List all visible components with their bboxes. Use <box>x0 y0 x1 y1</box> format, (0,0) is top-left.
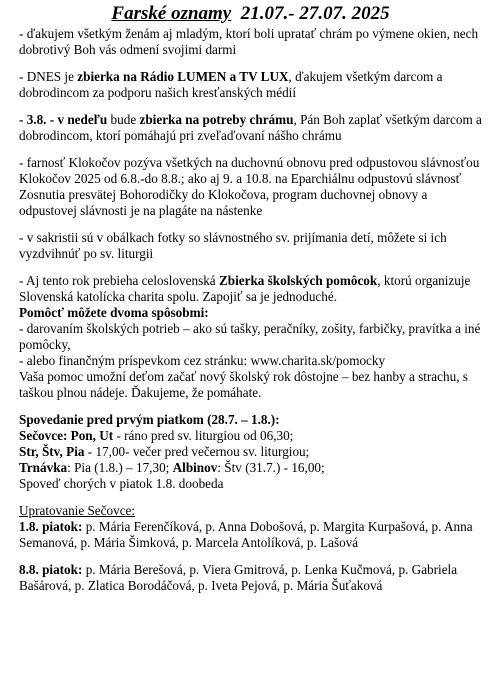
text-fragment: : Štv (31.7.) - 16,00; <box>217 460 325 475</box>
title-dates: 21.07.- 27.07. 2025 <box>240 3 390 24</box>
title-label: Farské oznamy <box>111 3 232 24</box>
announcement-klokocov-pilgrimage: - farnosť Klokočov pozýva všetkých na duchovnú obnovu pred odpustovou slávnosťou Klokočov 2025 od 6.8.-do 8.8.; ako aj 9. a 10.8. na Eparchiálnu odpustovú slávnosť Zosnutia presvätej Bohorodičky do Klokočova, program duchovnej obnovy a odpustovej slávnosti je na plagáte na nástenke <box>19 155 480 218</box>
help-way-donate-money: - alebo finančným príspevkom cez stránku: www.charita.sk/pomocky <box>19 353 386 368</box>
text-fragment: - Aj tento rok prebieha celoslovenská <box>19 273 219 288</box>
cleaning-group-2 <box>19 562 482 594</box>
emphasis-text: Pon, Ut <box>70 428 114 443</box>
confession-sick: Spoveď chorých v piatok 1.8. doobeda <box>19 476 224 491</box>
school-supplies-closing: Vaša pomoc umožní deťom začať nový školský rok dôstojne – bez hanby a strachu, s taškou plnou nádeje. Ďakujeme, že pomáhate. <box>19 369 468 400</box>
confession-evening <box>19 444 482 460</box>
help-heading <box>19 305 482 321</box>
text-fragment: bude <box>107 112 140 127</box>
school-supplies-intro <box>19 273 482 305</box>
announcement-media-collection <box>19 69 482 101</box>
emphasis-text: Zbierka školských pomôcok <box>218 273 378 288</box>
cleaning-group-1 <box>19 519 482 551</box>
emphasis-text: Albinov <box>172 460 218 475</box>
confession-schedule <box>19 412 482 492</box>
text-fragment: , ktorú organizuje Slovenská katolícka charita spolu. Zapojiť sa je jednoduché. <box>19 273 471 304</box>
emphasis-text: zbierka na Rádio LUMEN a TV LUX <box>77 69 289 84</box>
bulletin-title <box>19 2 482 26</box>
emphasis-text: Str, Štv, Pia <box>19 444 85 459</box>
confession-heading <box>19 412 482 428</box>
emphasis-text: zbierka na potreby chrámu <box>139 112 294 127</box>
confession-trnavka-albinov <box>19 460 482 476</box>
text-fragment: p. Mária Berešová, p. Viera Gmitrová, p. Lenka Kučmová, p. Gabriela Bašárová, p. Zlatica Borodáčová, p. Iveta Pejová, p. Mária Šuťaková <box>19 562 458 593</box>
text-fragment: - 17,00- večer pred večernou sv. liturgiou; <box>84 444 310 459</box>
cleaning-schedule <box>19 503 482 594</box>
underlined-text: Upratovanie Sečovce: <box>19 503 136 518</box>
text-fragment: , Pán Boh zaplať všetkým darcom a dobrodincom, ktorí pomáhajú pri zveľaďovaní nášho chrámu <box>19 112 482 143</box>
cleaning-heading <box>19 503 482 519</box>
emphasis-text: - 3.8. - v nedeľu <box>19 112 108 127</box>
emphasis-text: Spovedanie pred prvým piatkom (28.7. – 1.8.): <box>19 412 280 427</box>
text-fragment: - ráno pred sv. liturgiou od 06,30; <box>113 428 294 443</box>
emphasis-text: Sečovce <box>19 428 63 443</box>
text-fragment: p. Mária Ferenčíková, p. Anna Dobošová, p. Margita Kurpašová, p. Anna Semanová, p. Mária Šimková, p. Marcela Antolíková, p. Lašová <box>19 519 473 550</box>
announcement-photos: - v sakristii sú v obálkach fotky so slávnostného sv. prijímania detí, môžete si ich vyzdvihnúť po sv. liturgii <box>19 230 447 261</box>
announcement-school-supplies <box>19 273 482 401</box>
confession-secovce <box>19 428 482 444</box>
help-way-donate-items: - darovaním školských potrieb – ako sú tašky, peračníky, zošity, farbičky, pravítka a iné pomôcky, <box>19 321 481 352</box>
announcement-church-collection <box>19 112 482 144</box>
text-fragment: : Pia (1.8.) – 17,30; <box>67 460 173 475</box>
announcement-thanks-cleaning: - ďakujem všetkým ženám aj mladým, ktorí boli upratať chrám po výmene okien, nech dobrotivý Boh vás odmení svojimi darmi <box>19 26 479 57</box>
text-fragment: - DNES je <box>19 69 78 84</box>
emphasis-text: : <box>62 428 71 443</box>
emphasis-text: 1.8. piatok: <box>19 519 83 534</box>
text-fragment: , ďakujem všetkým darcom a dobrodincom za podporu našich kresťanských médií <box>19 69 443 100</box>
emphasis-text: Pomôcť môžete dvoma spôsobmi: <box>19 305 209 320</box>
emphasis-text: 8.8. piatok: <box>19 562 83 577</box>
emphasis-text: Trnávka <box>19 460 68 475</box>
